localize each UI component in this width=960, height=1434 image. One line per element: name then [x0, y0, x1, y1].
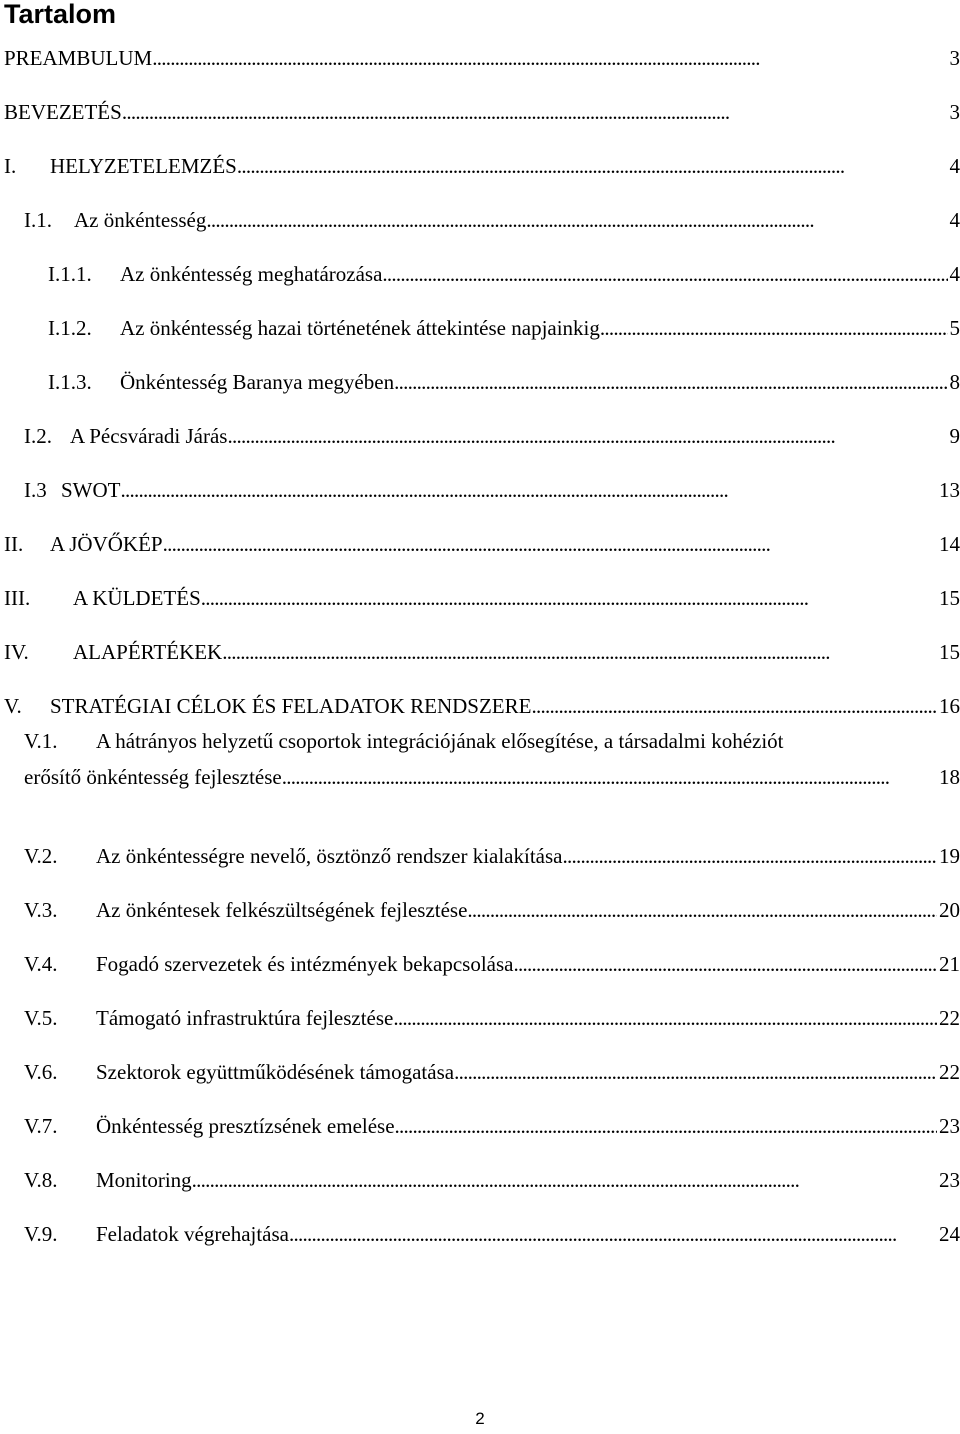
toc-leader [454, 1054, 937, 1090]
toc-entry-preambulum[interactable] [4, 40, 960, 76]
toc-entry-page: 4 [949, 208, 960, 232]
toc-leader [237, 148, 948, 184]
toc-entry-page: 24 [939, 1222, 960, 1246]
toc-entry-infrastruktura[interactable] [24, 1000, 960, 1036]
toc-entry-label: Szektorok együttműködésének támogatása [96, 1060, 455, 1084]
toc-entry-label: BEVEZETÉS [4, 100, 122, 124]
toc-leader [201, 580, 937, 616]
toc-entry-number: V.5. [24, 1006, 58, 1030]
toc-entry-label: A KÜLDETÉS [73, 586, 201, 610]
toc-entry-page: 21 [939, 952, 960, 976]
toc-entry-number: I.1.1. [48, 262, 92, 286]
toc-entry-label: A hátrányos helyzetű csoportok integrációjának elősegítése, a társadalmi kohéziót [96, 729, 784, 753]
toc-leader [289, 1216, 937, 1252]
toc-leader [393, 1000, 937, 1036]
toc-entry-szektorok[interactable] [24, 1054, 960, 1090]
toc-entry-number: V.6. [24, 1060, 58, 1084]
toc-entry-page: 13 [939, 478, 960, 502]
toc-entry-helyzetelemzes[interactable] [4, 148, 960, 184]
toc-entry-page: 14 [939, 532, 960, 556]
toc-entry-onkentesseg[interactable] [24, 202, 960, 238]
toc-leader [222, 634, 937, 670]
toc-entry-page: 9 [949, 424, 960, 448]
toc-entry-label: Támogató infrastruktúra fejlesztése [96, 1006, 394, 1030]
toc-entry-number: I.1.3. [48, 370, 92, 394]
toc-leader [152, 40, 947, 76]
toc-leader [206, 202, 947, 238]
toc-entry-number: V.4. [24, 952, 58, 976]
toc-leader [531, 688, 937, 724]
toc-leader [192, 1162, 937, 1198]
toc-entry-label: Az önkéntesség meghatározása [120, 262, 383, 286]
toc-entry-label: Az önkéntesek felkészültségének fejlesztése [96, 898, 468, 922]
toc-leader [227, 418, 947, 454]
toc-entry-number: V.9. [24, 1222, 58, 1246]
toc-entry-label: ALAPÉRTÉKEK [73, 640, 223, 664]
toc-entry-number: I.2. [24, 424, 52, 448]
toc-entry-alapertekek[interactable] [4, 634, 960, 670]
toc-entry-number: V.1. [24, 729, 58, 753]
toc-entry-number: V.3. [24, 898, 58, 922]
toc-entry-felkeszultseg[interactable] [24, 892, 960, 928]
toc-leader [382, 256, 947, 292]
toc-leader [514, 946, 938, 982]
toc-entry-page: 3 [949, 100, 960, 124]
toc-entry-pecsvaradi-jaras[interactable] [24, 418, 960, 454]
toc-entry-page: 15 [939, 640, 960, 664]
toc-entry-vegrehajtas[interactable] [24, 1216, 960, 1252]
toc-entry-jovokep[interactable] [4, 526, 960, 562]
toc-entry-page: 5 [949, 316, 960, 340]
toc-entry-label: STRATÉGIAI CÉLOK ÉS FELADATOK RENDSZERE [50, 694, 532, 718]
page-number: 2 [475, 1409, 485, 1428]
toc-entry-number: I.1.2. [48, 316, 92, 340]
toc-entry-number: V.2. [24, 844, 58, 868]
toc-entry-hatranyos-helyzetu[interactable] [24, 723, 960, 795]
toc-leader [394, 364, 947, 400]
toc-entry-page: 18 [939, 765, 960, 789]
toc-entry-label: Önkéntesség Baranya megyében [120, 370, 395, 394]
toc-entry-number: II. [4, 532, 24, 556]
toc-entry-page: 4 [949, 154, 960, 178]
toc-entry-label: Fogadó szervezetek és intézmények bekapcsolása [96, 952, 514, 976]
toc-entry-page: 23 [939, 1114, 960, 1138]
toc-entry-label: Az önkéntesség hazai történetének áttekintése napjainkig [120, 316, 600, 340]
toc-entry-number: III. [4, 586, 31, 610]
toc-title: Tartalom [4, 0, 117, 29]
toc-entry-monitoring[interactable] [24, 1162, 960, 1198]
toc-entry-bevezetes[interactable] [4, 94, 960, 130]
toc-entry-label: Az önkéntesség [74, 208, 207, 232]
toc-entry-number: IV. [4, 640, 29, 664]
toc-entry-label: PREAMBULUM [4, 46, 153, 70]
toc-entry-label: Feladatok végrehajtása [96, 1222, 289, 1246]
toc-entry-page: 4 [949, 262, 960, 286]
toc-entry-label: Monitoring [96, 1168, 192, 1192]
toc-leader [600, 310, 948, 346]
toc-entry-kuldetes[interactable] [4, 580, 960, 616]
toc-entry-strategiai-celok[interactable] [4, 688, 960, 724]
toc-entry-meghatarozas[interactable] [48, 256, 960, 292]
toc-leader [562, 838, 937, 874]
toc-entry-label: Az önkéntességre nevelő, ösztönző rendszer kialakítása [96, 844, 563, 868]
toc-entry-number: V. [4, 694, 22, 718]
toc-entry-page: 19 [939, 844, 960, 868]
toc-entry-page: 3 [949, 46, 960, 70]
toc-entry-page: 8 [949, 370, 960, 394]
toc-entry-tortenet[interactable] [48, 310, 960, 346]
toc-leader [163, 526, 937, 562]
toc-entry-label: HELYZETELEMZÉS [50, 154, 237, 178]
toc-entry-number: I.1. [24, 208, 52, 232]
toc-entry-page: 16 [939, 694, 960, 718]
toc-entry-nevelo-rendszer[interactable] [24, 838, 960, 874]
toc-entry-number: V.8. [24, 1168, 58, 1192]
toc-entry-label: A Pécsváradi Járás [70, 424, 228, 448]
toc-entry-number: I.3 [24, 478, 47, 502]
toc-entry-fogado-szervezetek[interactable] [24, 946, 960, 982]
toc-leader [395, 1108, 937, 1144]
toc-leader [282, 759, 937, 795]
toc-entry-page: 23 [939, 1168, 960, 1192]
toc-entry-label: SWOT [61, 478, 121, 502]
toc-entry-number: I. [4, 154, 17, 178]
toc-leader [122, 94, 948, 130]
toc-entry-number: V.7. [24, 1114, 58, 1138]
toc-entry-swot[interactable] [24, 472, 960, 508]
toc-entry-page: 20 [939, 898, 960, 922]
toc-entry-page: 22 [939, 1006, 960, 1030]
toc-entry-label-continued: erősítő önkéntesség fejlesztése [24, 765, 282, 789]
toc-leader [467, 892, 937, 928]
toc-entry-label: Önkéntesség presztízsének emelése [96, 1114, 395, 1138]
toc-leader [121, 472, 938, 508]
toc-entry-presztizs[interactable] [24, 1108, 960, 1144]
toc-entry-page: 22 [939, 1060, 960, 1084]
toc-entry-page: 15 [939, 586, 960, 610]
toc-entry-baranya[interactable] [48, 364, 960, 400]
toc-entry-label: A JÖVŐKÉP [50, 532, 163, 556]
